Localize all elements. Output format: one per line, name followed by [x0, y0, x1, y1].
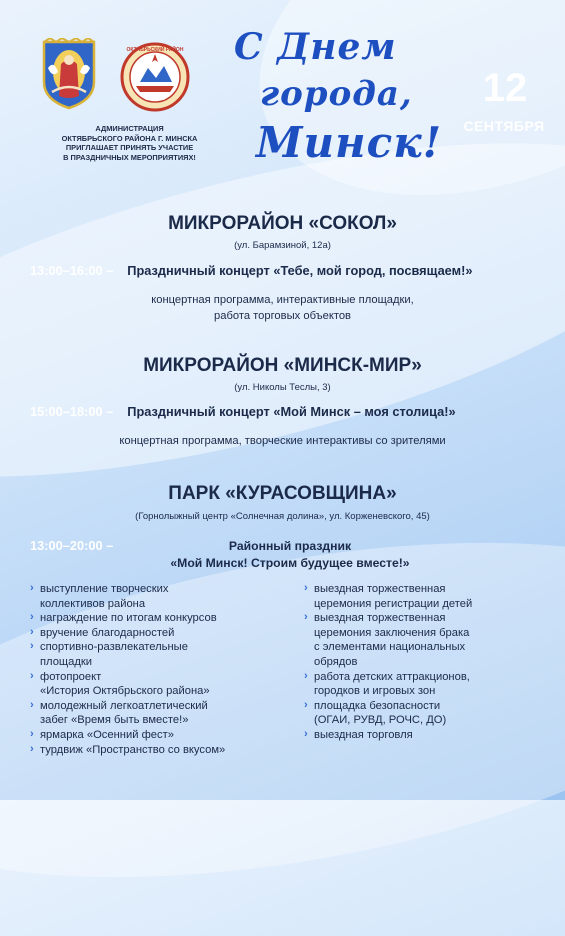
- event-address: (Горнолыжный центр «Солнечная долина», ул. Корженевского, 45): [135, 511, 430, 522]
- event-schedule: [30, 263, 472, 278]
- date-month: СЕНТЯБРЯ: [463, 118, 545, 134]
- event-name: [140, 538, 440, 572]
- event-title: ПАРК «КУРАСОВЩИНА»: [168, 483, 397, 504]
- description-line: концертная программа, интерактивные площадки,: [151, 294, 414, 306]
- event-time: 15:00–18:00 –: [30, 404, 114, 419]
- activities-list-left: [30, 582, 295, 757]
- administration-invitation: [42, 124, 217, 162]
- event-schedule: [30, 404, 456, 419]
- greeting-line: С Днем: [234, 26, 397, 68]
- list-item: › турдвиж «Пространство со вкусом»: [30, 743, 295, 758]
- event-address: (ул. Николы Теслы, 3): [234, 382, 331, 393]
- admin-line: В ПРАЗДНИЧНЫХ МЕРОПРИЯТИЯХ!: [63, 152, 196, 162]
- list-item: › фотопроект «История Октябрьского района»: [30, 670, 295, 699]
- seal-text: ОКТЯБРЬСКИЙ РАЙОН: [126, 47, 184, 53]
- event-name-line: Районный праздник: [228, 539, 352, 553]
- list-item: › молодежный легкоатлетический забег «Время быть вместе!»: [30, 699, 295, 728]
- list-item: › ярмарка «Осенний фест»: [30, 728, 295, 743]
- minsk-coat-of-arms-icon: [40, 38, 98, 110]
- admin-line: ПРИГЛАШАЕТ ПРИНЯТЬ УЧАСТИЕ: [65, 143, 194, 152]
- list-item: › выездная торжественная церемония заключения брака с элементами национальных обрядов: [304, 611, 554, 669]
- list-item: › вручение благодарностей: [30, 626, 295, 641]
- event-time: 13:00–16:00 –: [30, 263, 114, 278]
- list-item: › выступление творческих коллективов района: [30, 582, 295, 611]
- description-line: концертная программа, творческие интерактивы со зрителями: [119, 435, 446, 447]
- activities-list-right: [304, 582, 554, 743]
- event-title: МИКРОРАЙОН «МИНСК-МИР»: [143, 355, 422, 376]
- greeting-line: Минск!: [256, 118, 443, 167]
- greeting-line: города,: [260, 74, 413, 114]
- list-item: › площадка безопасности (ОГАИ, РУВД, РОЧС, ДО): [304, 699, 554, 728]
- oktyabrsky-district-seal-icon: [120, 42, 190, 112]
- event-name: Праздничный концерт «Мой Минск – моя столица!»: [127, 404, 456, 419]
- list-item: › работа детских аттракционов, городков и игровых зон: [304, 670, 554, 699]
- list-item: › награждение по итогам конкурсов: [30, 611, 295, 626]
- seal-bottom-text: МІНСК: [145, 96, 165, 102]
- city-day-greeting: [226, 20, 443, 180]
- event-time: 13:00–20:00 –: [30, 538, 114, 553]
- list-item: › спортивно-развлекательные площадки: [30, 640, 295, 669]
- admin-line: АДМИНИСТРАЦИЯ: [95, 124, 164, 133]
- event-description: [0, 292, 565, 324]
- admin-line: ОКТЯБРЬСКОГО РАЙОНА Г. МИНСКА: [61, 133, 198, 143]
- event-description: [0, 433, 565, 449]
- list-item: › выездная торжественная церемония регистрации детей: [304, 582, 554, 611]
- event-title: МИКРОРАЙОН «СОКОЛ»: [168, 213, 397, 234]
- description-line: работа торговых объектов: [214, 310, 351, 322]
- date-day: 12: [482, 66, 528, 110]
- list-item: › выездная торговля: [304, 728, 554, 743]
- event-address: (ул. Барамзиной, 12а): [234, 240, 331, 251]
- event-name-line: «Мой Минск! Строим будущее вместе!»: [170, 556, 410, 570]
- event-name: Праздничный концерт «Тебе, мой город, посвящаем!»: [127, 263, 473, 278]
